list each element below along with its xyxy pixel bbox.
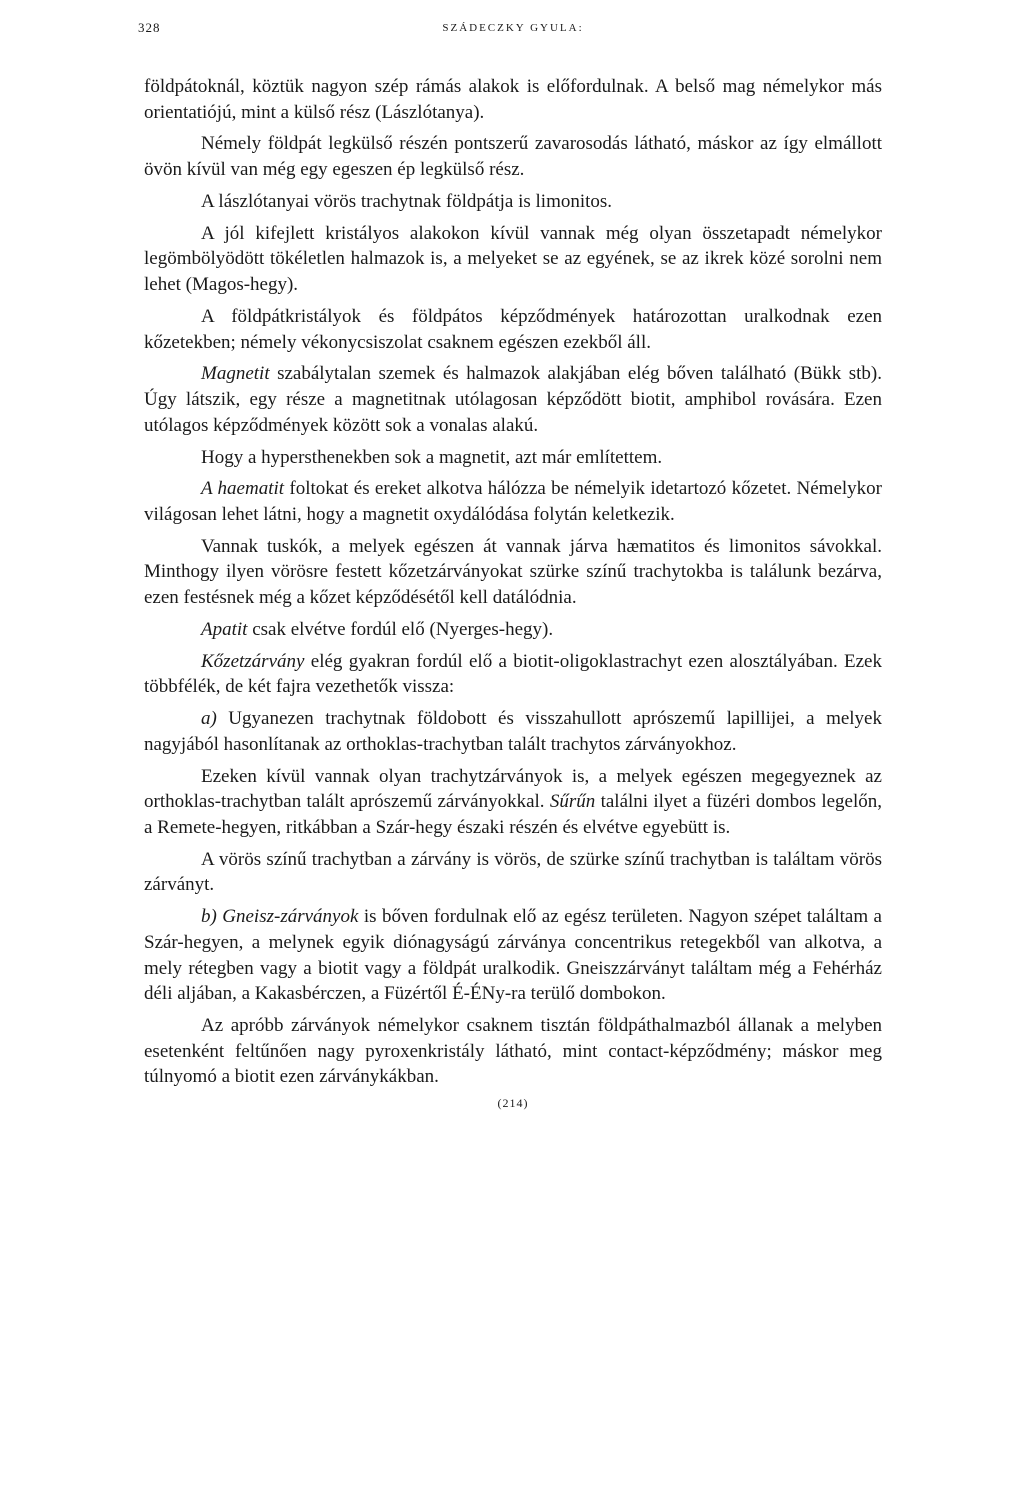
body-text bbox=[144, 74, 882, 1090]
paragraph: Apatit csak elvétve fordúl elő (Nyerges-hegy). bbox=[201, 618, 554, 640]
paragraph: Magnetit szabálytalan szemek és halmazok alakjában elég bőven található (Bükk stb). Úgy látszik, egy része a magnetitnak utólagosan képződött biotit, amphibol rovására. Ezen utólagos képződmények között sok a vonalas alakú. bbox=[144, 363, 882, 436]
paragraph: Az apróbb zárványok némelykor csaknem tisztán földpáthalmazból állanak a melyben esetenként feltűnően nagy pyroxenkristály látható, mint contact-képződmény; máskor meg túlnyomó a biotit ezen zárványkákban. bbox=[144, 1015, 882, 1088]
italic-term: a) bbox=[201, 708, 217, 730]
paragraph: Hogy a hypersthenekben sok a magnetit, azt már említettem. bbox=[201, 446, 663, 468]
page-number: 328 bbox=[138, 20, 161, 35]
italic-term: Kőzetzárvány bbox=[201, 650, 305, 672]
italic-term: Sűrűn bbox=[549, 791, 596, 813]
paragraph: A lászlótanyai vörös trachytnak földpátja is limonitos. bbox=[201, 190, 613, 212]
paragraph: földpátoknál, köztük nagyon szép rámás alakok is előfordulnak. A belső mag némelykor más orientatiójú, mint a külső rész (Lászlótanya). bbox=[144, 76, 882, 123]
italic-term: Apatit bbox=[201, 618, 248, 640]
paragraph: A jól kifejlett kristályos alakokon kívül vannak még olyan összetapadt némelykor legömbölyödött tökéletlen halmazok is, a melyeket se az egyének, se az ikrek közé sorolni nem lehet (Magos-hegy). bbox=[144, 222, 882, 296]
paragraph: Némely földpát legkülső részén pontszerű zavarosodás látható, máskor az így elmállott övön kívül van még egy egeszen ép legkülső rész. bbox=[144, 133, 882, 181]
italic-term: A haematit bbox=[201, 478, 285, 500]
paragraph: a) Ugyanezen trachytnak földobott és visszahullott aprószemű lapillijei, a melyek nagyjából hasonlítanak az orthoklas-trachytban talált trachytos zárványokhoz. bbox=[144, 708, 882, 755]
paragraph: Ezeken kívül vannak olyan trachytzárványok is, a melyek egészen megegyeznek az orthoklas-trachytban talált aprószemű zárványokkal. Sűrűn találni ilyet a füzéri dombos legelőn, a Remete-hegyen, ritkábban a Szár-hegy északi részén és elvétve egyebütt is. bbox=[144, 765, 882, 838]
document-page bbox=[138, 0, 882, 1111]
paragraph: Vannak tuskók, a melyek egészen át vannak járva hæmatitos és limonitos sávokkal. Minthogy ilyen vörösre festett kőzetzárványokat szürke színű trachytokba is találunk bezárva, ezen festésnek még a kőzet képződésétől kell datálódnia. bbox=[144, 535, 882, 609]
signature-mark: (214) bbox=[497, 1096, 529, 1111]
paragraph: Kőzetzárvány elég gyakran fordúl elő a biotit-oligoklastrachyt ezen alosztályában. Ezek többfélék, de két fajra vezethetők vissza: bbox=[144, 650, 882, 698]
running-title: SZÁDECZKY GYULA: bbox=[442, 22, 584, 34]
paragraph: A haematit foltokat és ereket alkotva hálózza be némelyik idetartozó kőzetet. Némelykor világosan lehet látni, hogy a magnetit oxydálódása folytán keletkezik. bbox=[144, 478, 882, 525]
page-header bbox=[138, 14, 882, 54]
paragraph: A vörös színű trachytban a zárvány is vörös, de szürke színű trachytban is találtam vörös zárványt. bbox=[144, 848, 882, 896]
italic-term: b) Gneisz-zárványok bbox=[201, 906, 359, 928]
paragraph: b) Gneisz-zárványok is bőven fordulnak elő az egész területen. Nagyon szépet találtam a Szár-hegyen, a melynek egyik diónagyságú zárványa concentrikus retegekből van alkotva, a mely rétegben vagy a biotit vagy a földpát uralkodik. Gneiszzárványt találtam még a Fehérház déli aljában, a Kakasbérczen, a Füzértől É-ÉNy-ra terülő dombokon. bbox=[144, 906, 882, 1005]
paragraph: A földpátkristályok és földpátos képződmények határozottan uralkodnak ezen kőzetekben; némely vékonycsiszolat csaknem egészen ezekből áll. bbox=[144, 305, 882, 353]
italic-term: Magnetit bbox=[201, 363, 270, 385]
